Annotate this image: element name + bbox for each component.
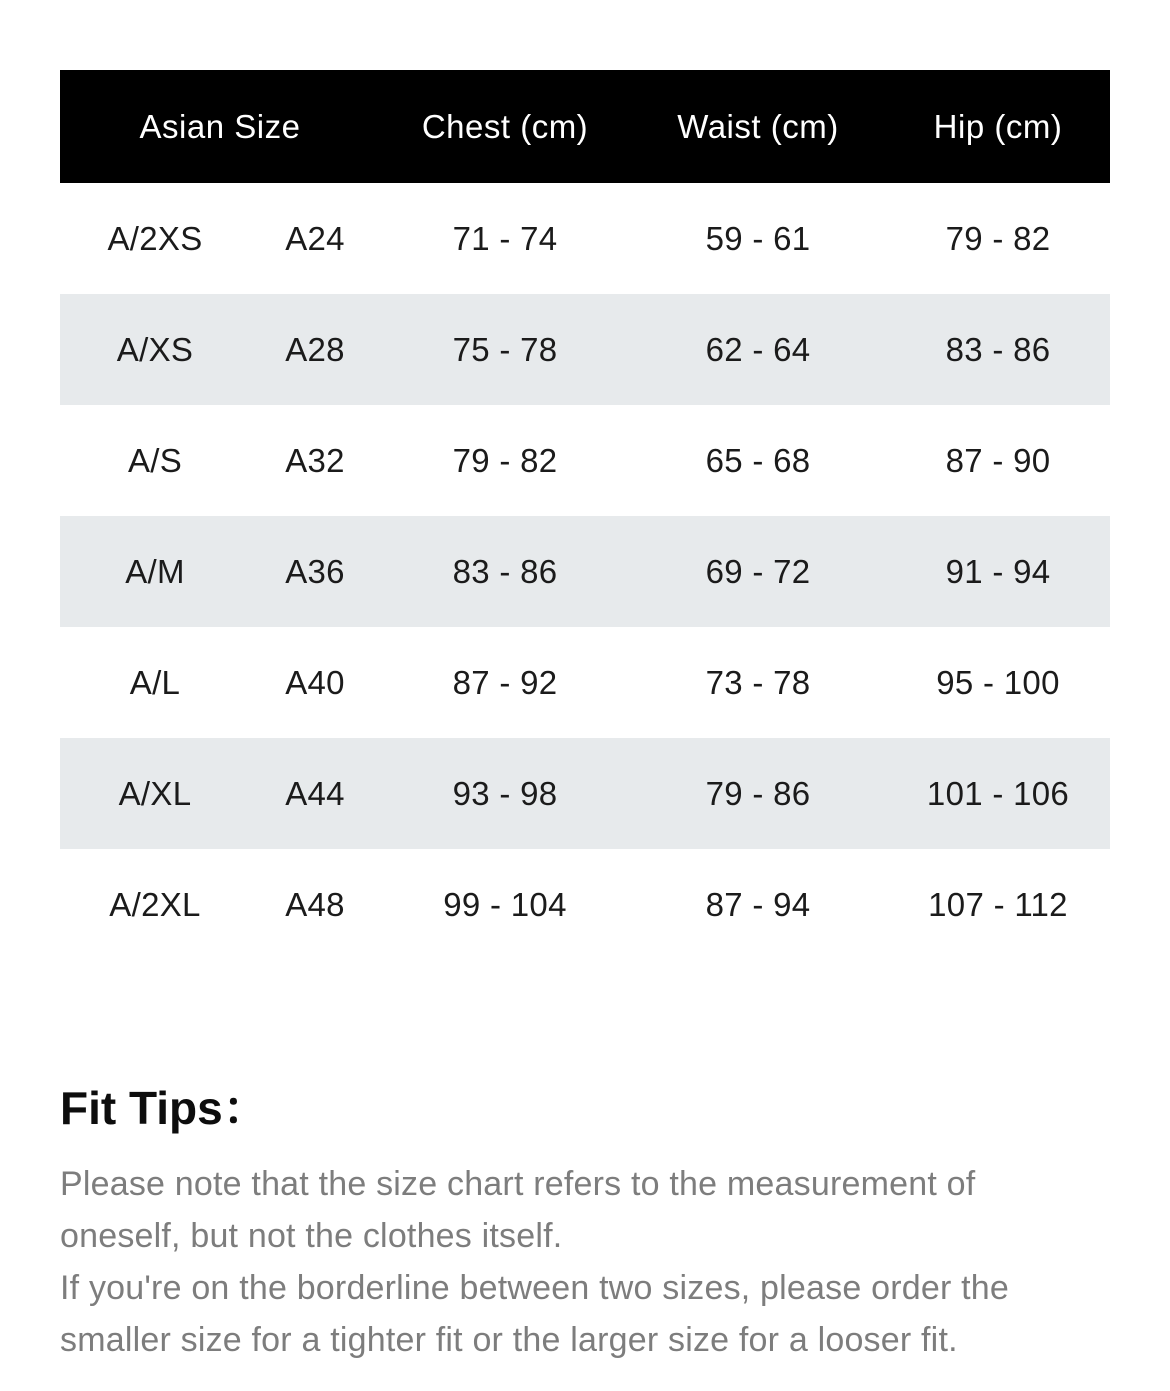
table-row xyxy=(60,294,1110,405)
chest-range: 83 - 86 xyxy=(452,552,558,590)
waist-range: 62 - 64 xyxy=(705,330,811,368)
chest-range: 99 - 104 xyxy=(443,885,567,923)
size-code: A44 xyxy=(285,774,345,812)
header-chest: Chest (cm) xyxy=(421,107,589,145)
fit-tips-text-line: oneself, but not the clothes itself. xyxy=(60,1216,563,1255)
size-label: A/XS xyxy=(116,330,194,368)
size-label: A/M xyxy=(125,552,185,590)
table-row xyxy=(60,405,1110,516)
size-code: A28 xyxy=(285,330,345,368)
size-label: A/L xyxy=(129,663,181,701)
table-row xyxy=(60,516,1110,627)
fit-tips-text-line: If you're on the borderline between two sizes, please order the xyxy=(60,1268,1009,1307)
chest-range: 93 - 98 xyxy=(452,774,558,812)
waist-range: 69 - 72 xyxy=(705,552,811,590)
waist-range: 79 - 86 xyxy=(705,774,811,812)
chest-range: 79 - 82 xyxy=(452,441,558,479)
fit-tips-text-line: Please note that the size chart refers to the measurement of xyxy=(60,1164,976,1203)
waist-range: 73 - 78 xyxy=(705,663,811,701)
size-label: A/S xyxy=(127,441,183,479)
size-code: A40 xyxy=(285,663,345,701)
size-label: A/XL xyxy=(118,774,192,812)
table-row xyxy=(60,849,1110,960)
table-row xyxy=(60,183,1110,294)
hip-range: 95 - 100 xyxy=(936,663,1060,701)
hip-range: 101 - 106 xyxy=(926,774,1070,812)
chest-range: 71 - 74 xyxy=(452,219,558,257)
hip-range: 107 - 112 xyxy=(928,885,1068,923)
header-waist: Waist (cm) xyxy=(677,107,839,145)
fit-tips-text-line: smaller size for a tighter fit or the larger size for a looser fit. xyxy=(60,1320,958,1359)
table-header-row xyxy=(60,70,1110,183)
size-label: A/2XS xyxy=(107,219,203,257)
size-code: A24 xyxy=(285,219,345,257)
hip-range: 91 - 94 xyxy=(945,552,1051,590)
waist-range: 65 - 68 xyxy=(705,441,811,479)
size-label: A/2XL xyxy=(109,885,201,923)
fit-tips-heading: Fit Tips： xyxy=(60,1082,269,1134)
table-row xyxy=(60,627,1110,738)
size-chart-table xyxy=(60,70,1110,960)
header-hip: Hip (cm) xyxy=(933,107,1063,145)
size-code: A48 xyxy=(285,885,345,923)
hip-range: 87 - 90 xyxy=(945,441,1051,479)
chest-range: 75 - 78 xyxy=(452,330,558,368)
header-asian-size: Asian Size xyxy=(139,107,301,145)
table-row xyxy=(60,738,1110,849)
hip-range: 79 - 82 xyxy=(945,219,1051,257)
hip-range: 83 - 86 xyxy=(945,330,1051,368)
fit-tips-section xyxy=(60,1083,1122,1366)
chest-range: 87 - 92 xyxy=(452,663,558,701)
size-code: A36 xyxy=(285,552,345,590)
size-code: A32 xyxy=(285,441,345,479)
waist-range: 87 - 94 xyxy=(705,885,811,923)
waist-range: 59 - 61 xyxy=(705,219,811,257)
